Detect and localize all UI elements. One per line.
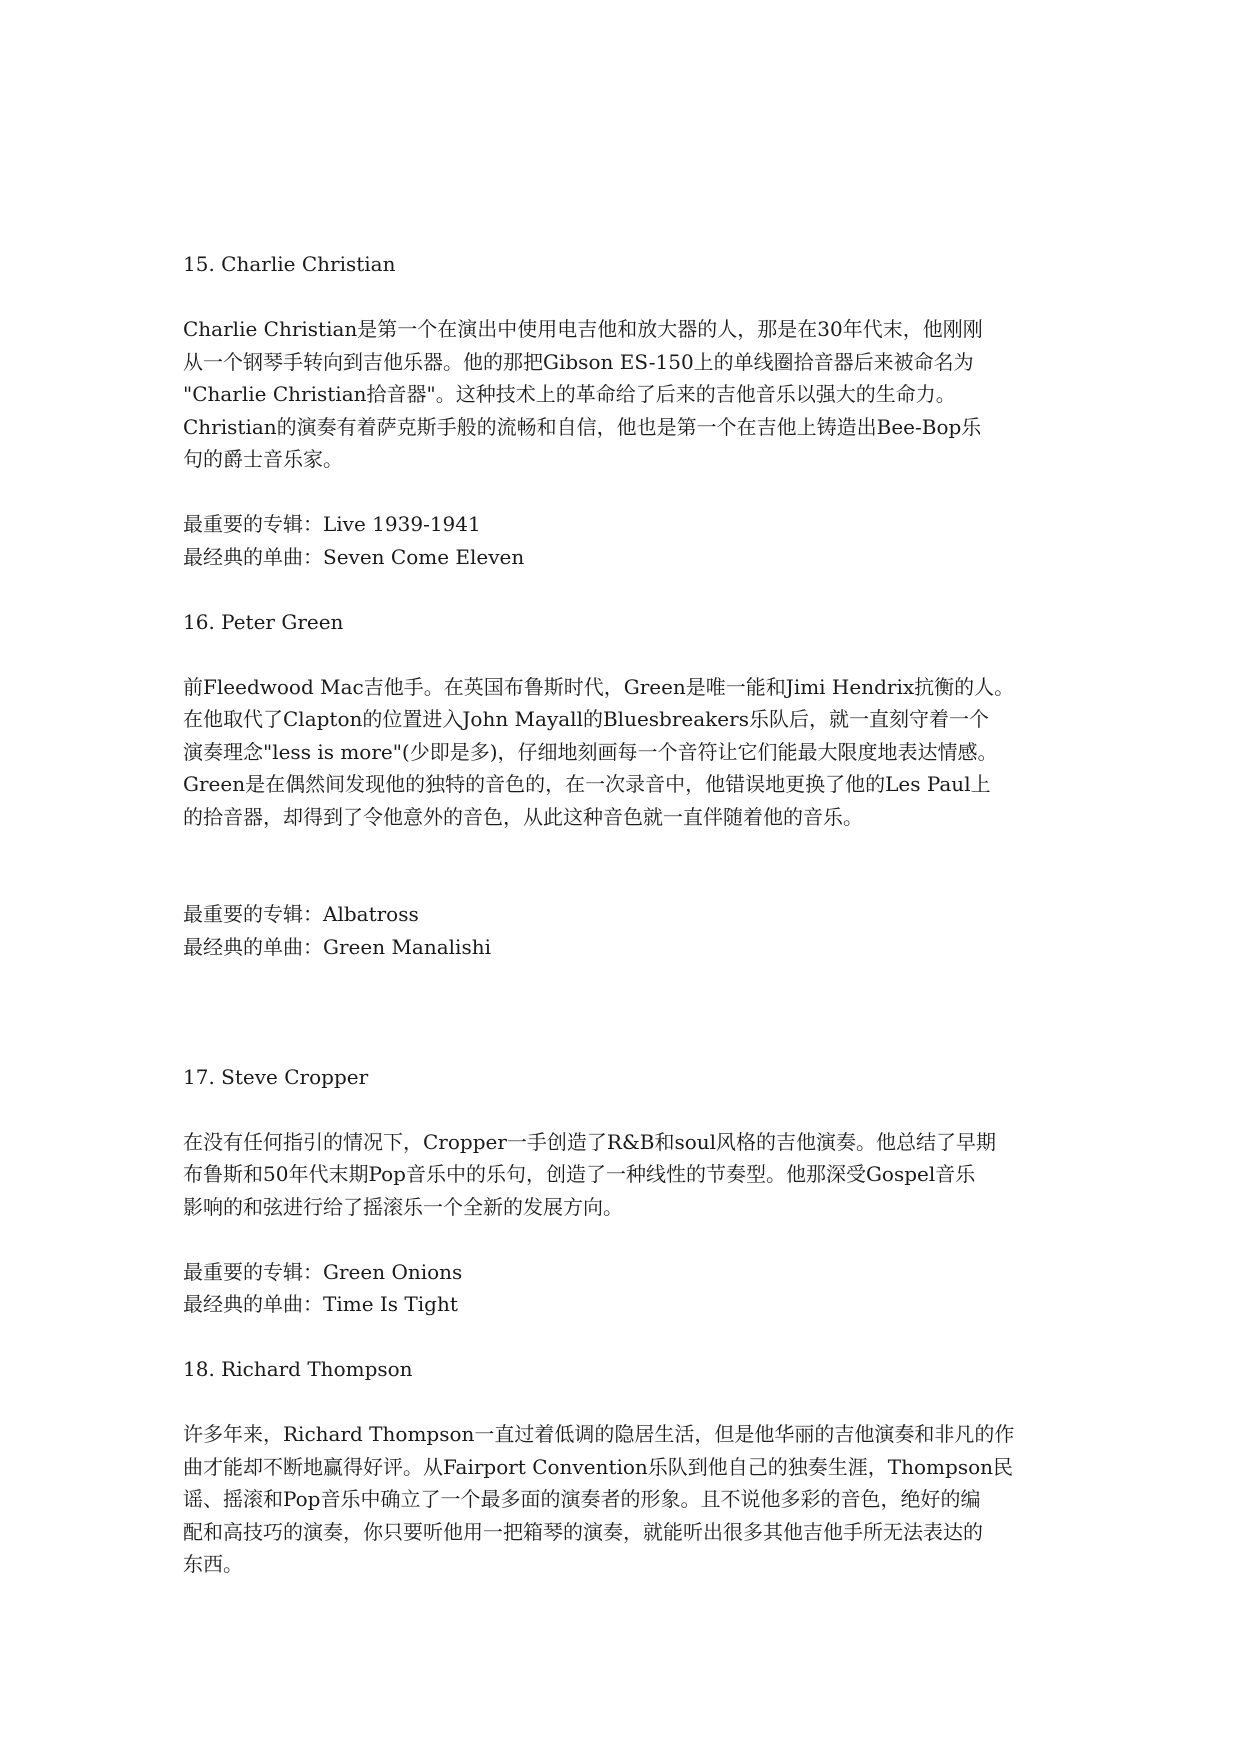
entry-body-line: 演奏理念"less is more"(少即是多)，仔细地刻画每一个音符让它们能最大限度地表达情感。	[183, 739, 998, 764]
spacer	[183, 638, 1083, 671]
document-content	[183, 248, 1083, 1581]
entry-single: 最经典的单曲：Seven Come Eleven	[183, 544, 525, 569]
spacer	[183, 963, 1083, 1061]
entry-body-line: 东西。	[183, 1552, 243, 1576]
entry-heading: 16. Peter Green	[183, 609, 344, 634]
entry-body-line: 句的爵士音乐家。	[183, 447, 343, 471]
entry-body-line: 影响的和弦进行给了摇滚乐一个全新的发展方向。	[183, 1194, 623, 1219]
spacer	[183, 281, 1083, 314]
entry-body-line: 前Fleedwood Mac吉他手。在英国布鲁斯时代，Green是唯一能和Jimi Hendrix抗衡的人。	[183, 674, 1015, 699]
entry-body-line: Charlie Christian是第一个在演出中使用电吉他和放大器的人，那是在30年代末，他刚刚	[183, 317, 983, 341]
entry-body-line: 的拾音器，却得到了令他意外的音色，从此这种音色就一直伴随着他的音乐。	[183, 804, 863, 829]
entry-album: 最重要的专辑：Live 1939-1941	[183, 512, 481, 536]
entry-body-line: Green是在偶然间发现他的独特的音色的，在一次录音中，他错误地更换了他的Les Paul上	[183, 772, 991, 796]
spacer	[183, 573, 1083, 606]
entry-body-line: 从一个钢琴手转向到吉他乐器。他的那把Gibson ES-150上的单线圈拾音器后来被命名为	[183, 349, 974, 374]
entry-body-line: 在他取代了Clapton的位置进入John Mayall的Bluesbreakers乐队后，就一直刻守着一个	[183, 707, 989, 731]
entry-single: 最经典的单曲：Time Is Tight	[183, 1292, 458, 1316]
entry-body-line: Christian的演奏有着萨克斯手般的流畅和自信，他也是第一个在吉他上铸造出Bee-Bop乐	[183, 414, 982, 439]
entry-body-line: 在没有任何指引的情况下，Cropper一手创造了R&B和soul风格的吉他演奏。他总结了早期	[183, 1129, 997, 1154]
entry-body-line: 布鲁斯和50年代末期Pop音乐中的乐句，创造了一种线性的节奏型。他那深受Gospel音乐	[183, 1162, 976, 1186]
entry-heading: 15. Charlie Christian	[183, 252, 396, 276]
entry-album: 最重要的专辑：Albatross	[183, 902, 419, 926]
spacer	[183, 1223, 1083, 1256]
spacer	[183, 1321, 1083, 1354]
spacer	[183, 1093, 1083, 1126]
entry-heading: 17. Steve Cropper	[183, 1064, 369, 1089]
entry-heading: 18. Richard Thompson	[183, 1357, 413, 1381]
entry-body-line: 曲才能却不断地赢得好评。从Fairport Convention乐队到他自己的独奏生涯，Thompson民	[183, 1454, 1014, 1479]
spacer	[183, 1386, 1083, 1419]
spacer	[183, 476, 1083, 509]
entry-single: 最经典的单曲：Green Manalishi	[183, 934, 491, 959]
entry-body-line: 谣、摇滚和Pop音乐中确立了一个最多面的演奏者的形象。且不说他多彩的音色，绝好的编	[183, 1487, 981, 1511]
entry-body-line: 许多年来，Richard Thompson一直过着低调的隐居生活，但是他华丽的吉他演奏和非凡的作	[183, 1422, 1015, 1446]
entry-body-line: 配和高技巧的演奏，你只要听他用一把箱琴的演奏，就能听出很多其他吉他手所无法表达的	[183, 1519, 983, 1544]
spacer	[183, 833, 1083, 898]
entry-album: 最重要的专辑：Green Onions	[183, 1259, 463, 1284]
entry-body-line: "Charlie Christian拾音器"。这种技术上的革命给了后来的吉他音乐以强大的生命力。	[183, 382, 956, 406]
